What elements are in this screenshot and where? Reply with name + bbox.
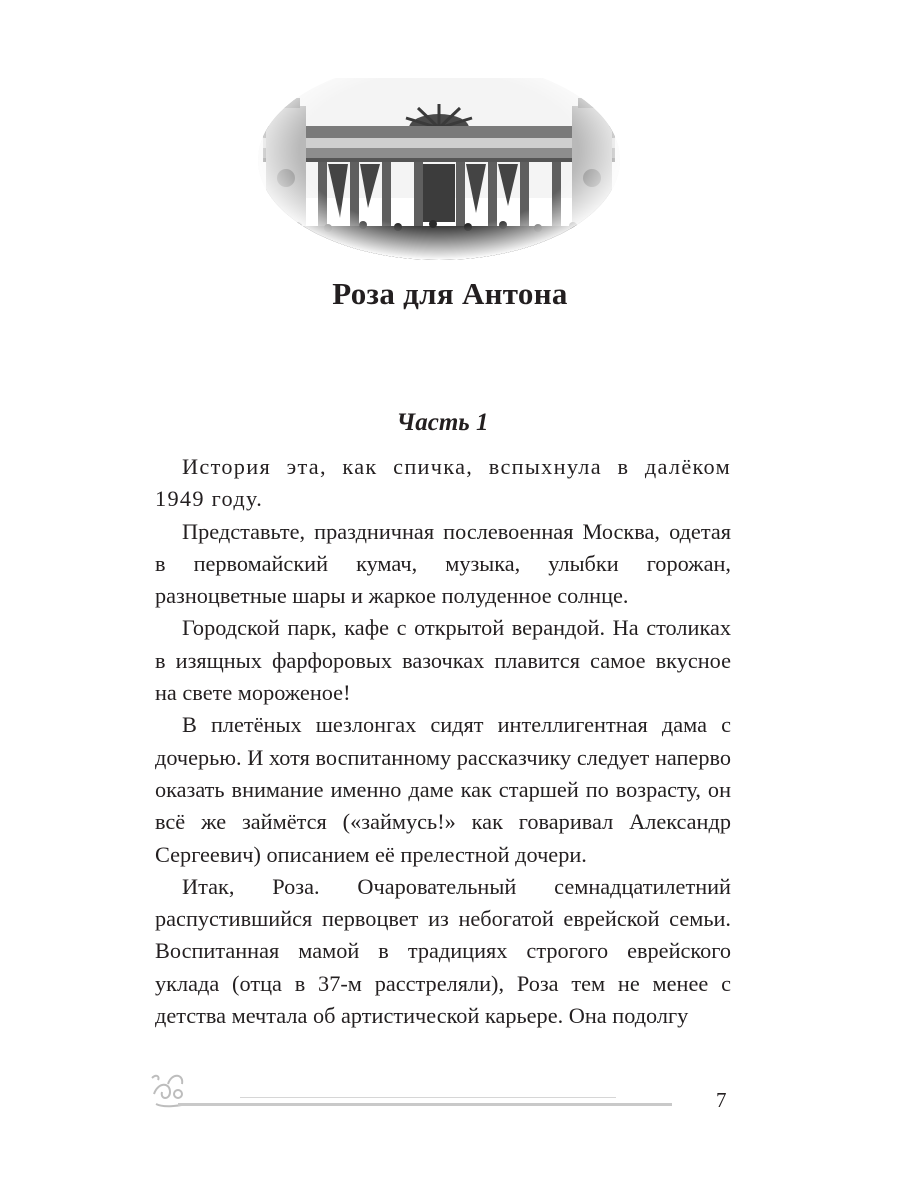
paragraph: В плетёных шезлонгах сидят интеллигентная дама с дочерью. И хотя воспитанному рассказчику следует наперво оказать внимание именно даме как старшей по возрасту, он всё же займётся («займусь!» как говаривал Александр Сергеевич) описанием её прелестной дочери. <box>155 712 731 867</box>
paragraph: Итак, Роза. Очаровательный семнадцатилетний распустившийся первоцвет из небогатой еврейской семьи. Воспитанная мамой в традициях строгого еврейского уклада (отца в 37-м расстреляли), Роза тем не менее с детства мечтала об артистической карьере. Она подолгу <box>155 873 731 1029</box>
paragraph: Представьте, праздничная послевоенная Москва, одетая в первомайский кумач, музыка, улыбки горожан, разноцветные шары и жаркое полуденное солнце. <box>155 518 731 609</box>
body-text <box>155 451 731 1032</box>
paragraph: Городской парк, кафе с открытой верандой. На столиках в изящных фарфоровых вазочках плавится самое вкусное на свете мороженое! <box>155 615 731 706</box>
page-footer <box>0 1064 900 1124</box>
page-number: 7 <box>716 1088 727 1112</box>
chapter-title: Роза для Антона <box>332 276 568 311</box>
footer-rule-thin <box>240 1097 616 1098</box>
paragraph: История эта, как спичка, вспыхнула в далёком 1949 году. <box>155 454 731 512</box>
part-title: Часть 1 <box>396 409 489 436</box>
footer-rule <box>178 1103 672 1106</box>
park-gate-illustration <box>258 78 620 260</box>
